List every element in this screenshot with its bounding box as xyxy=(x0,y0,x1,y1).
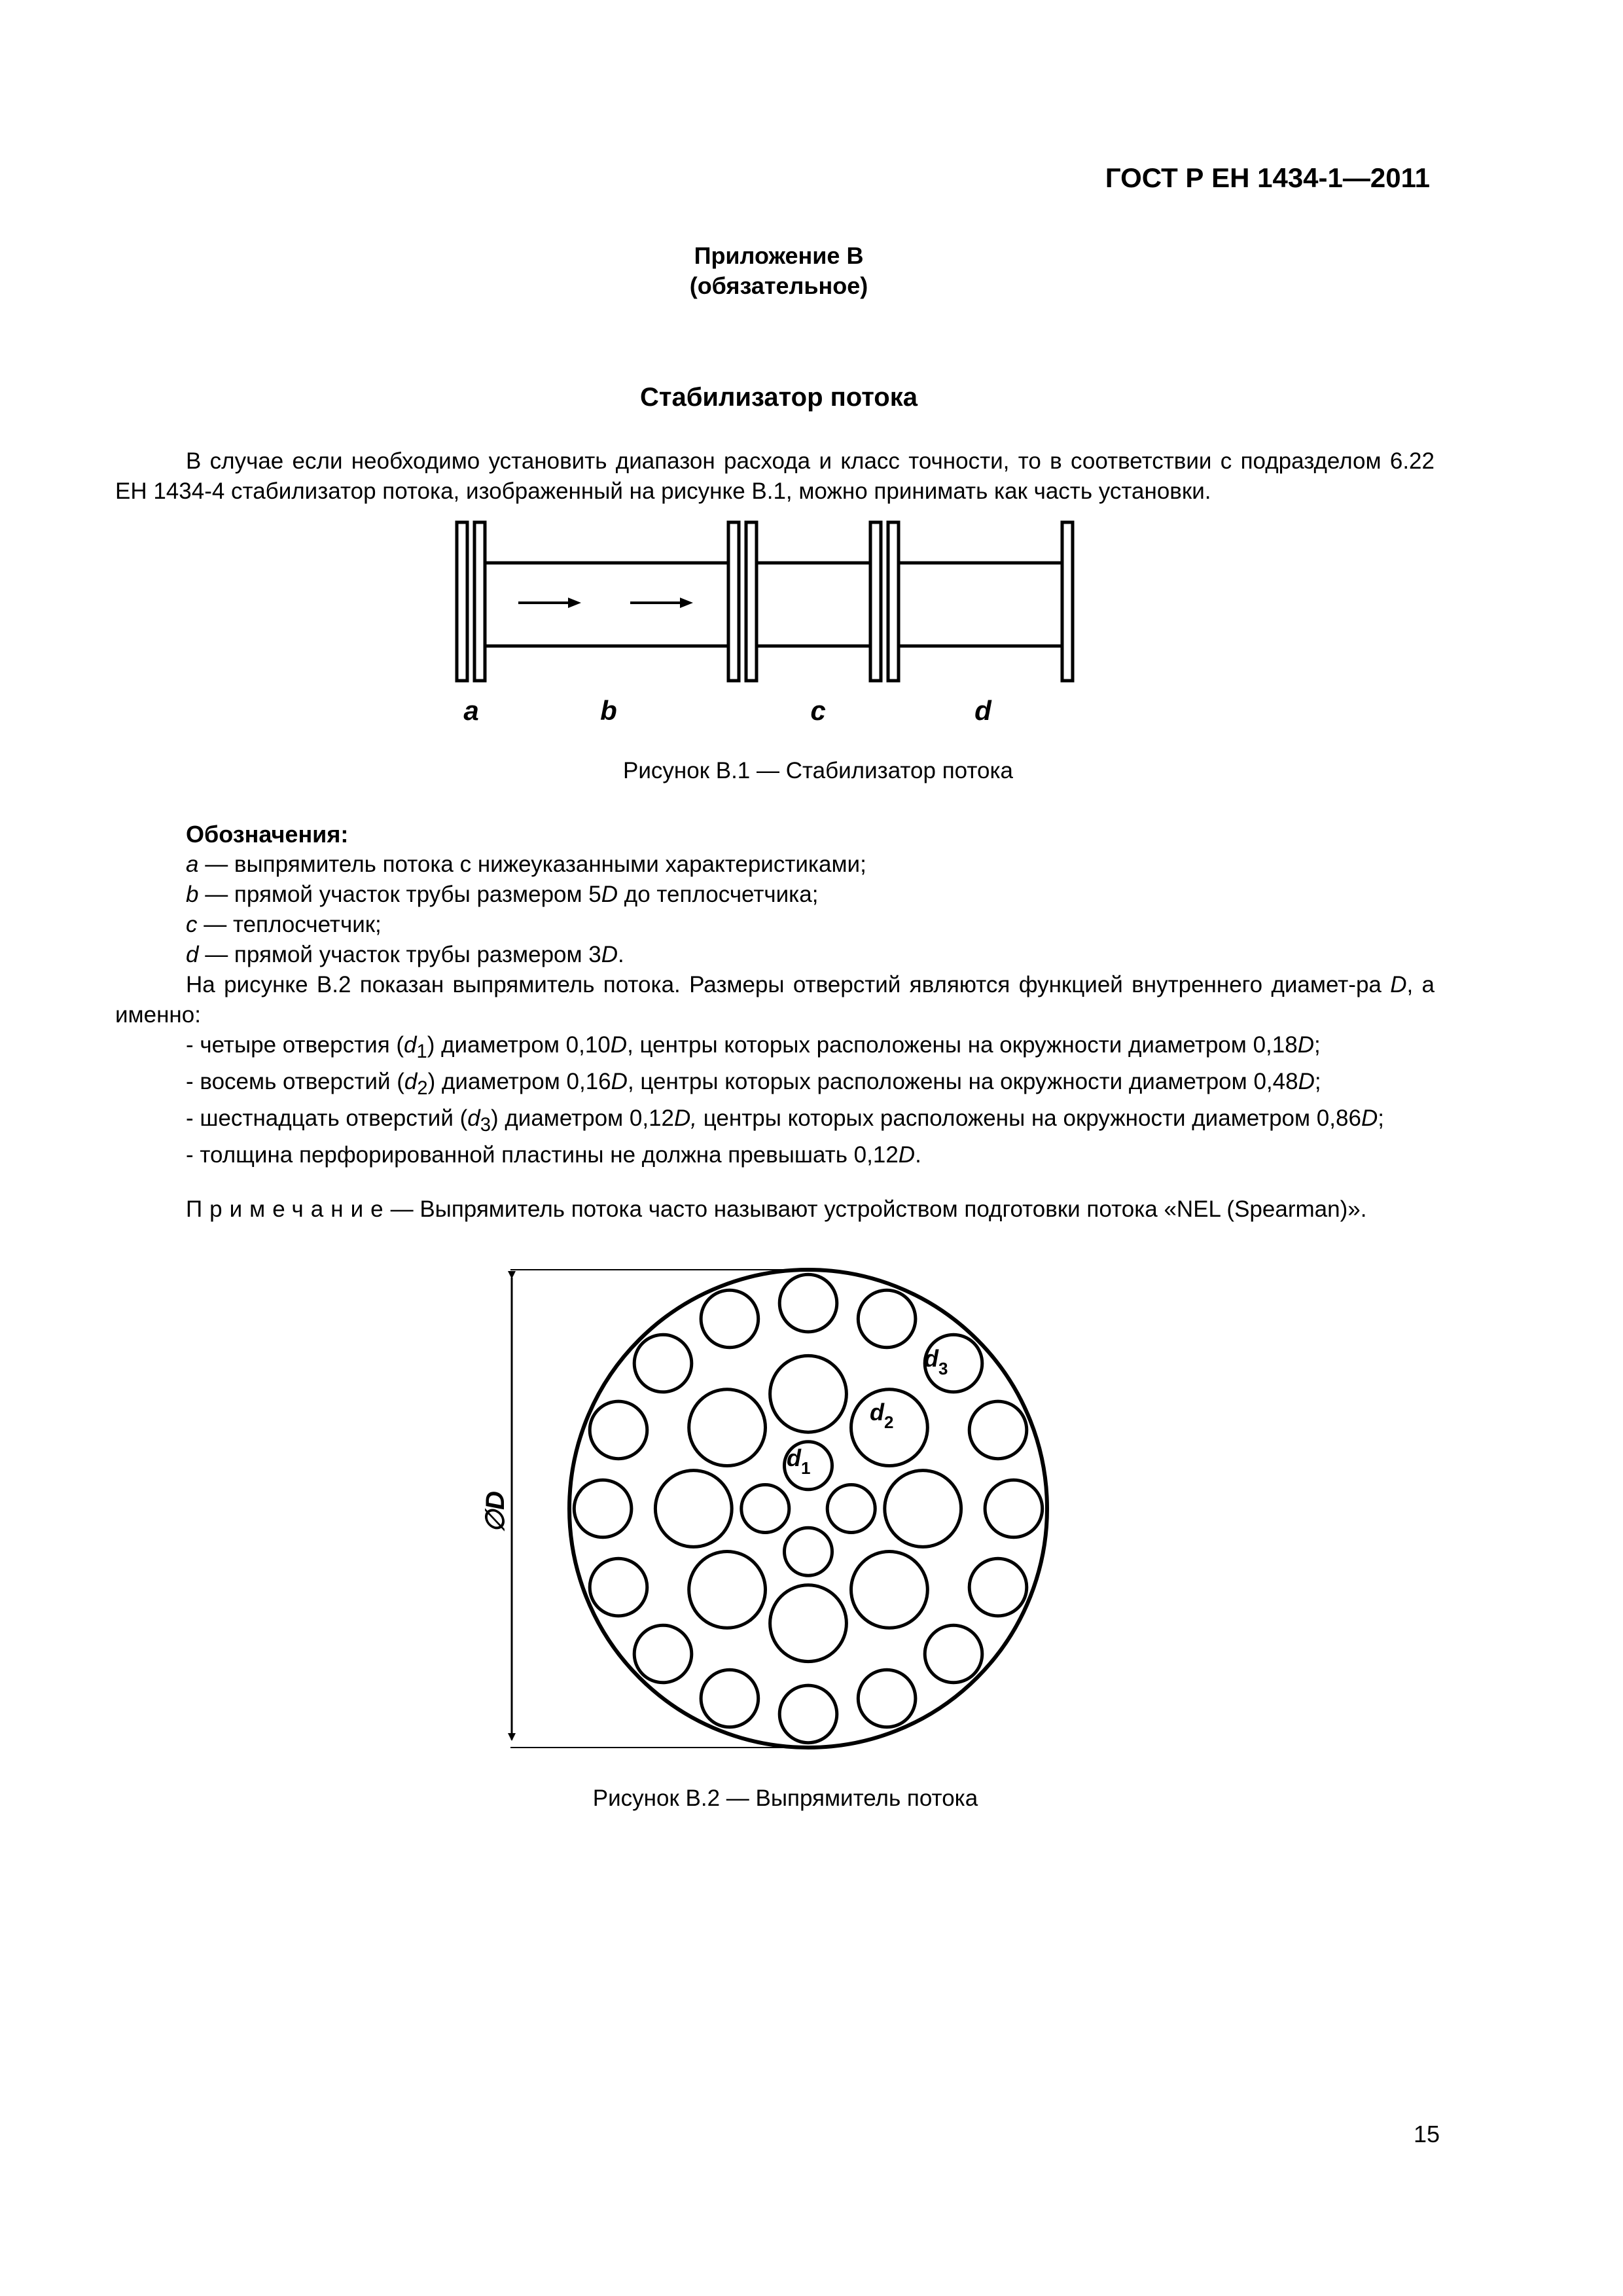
flange-b1 xyxy=(728,522,739,681)
annex-heading xyxy=(589,241,969,301)
page-number: 15 xyxy=(1413,2121,1440,2147)
flange-b2 xyxy=(746,522,757,681)
hole-d3-2 xyxy=(858,1290,916,1348)
figure-flow-stabilizer xyxy=(445,517,1113,733)
plate-outline xyxy=(569,1270,1047,1748)
hole-d3-13 xyxy=(574,1480,632,1537)
figure-flow-straightener xyxy=(471,1257,1060,1774)
flange-a2 xyxy=(474,522,485,681)
hole-d2-3 xyxy=(885,1471,961,1547)
figure1-caption: Рисунок В.1 — Стабилизатор потока xyxy=(623,758,1013,783)
legend-heading: Обозначения: xyxy=(186,821,349,848)
hole-label-d2: $d_2$ xyxy=(870,1399,894,1432)
hole-d1-4 xyxy=(741,1485,789,1533)
hole-d2-7 xyxy=(655,1471,732,1547)
flange-c1 xyxy=(870,522,881,681)
annex-title: Приложение В xyxy=(694,242,864,269)
diameter-label: ∅D xyxy=(481,1491,510,1533)
label-a: a xyxy=(463,695,479,726)
flange-a1 xyxy=(457,522,467,681)
hole-d3-9 xyxy=(779,1685,837,1743)
bullet-d3: - шестнадцать отверстий $(d_3)$ диаметром 0,12D, центры которых расположены на окружности диаметром 0,86D; xyxy=(186,1105,1384,1136)
hole-d2-5 xyxy=(770,1585,847,1662)
hole-d2-1 xyxy=(770,1355,847,1432)
holes-group xyxy=(574,1274,1042,1742)
hole-d3-11 xyxy=(634,1625,692,1683)
legend-item-d: d — прямой участок трубы размером 3D. xyxy=(186,942,624,967)
hole-label-d1: $d_1$ xyxy=(787,1444,811,1478)
hole-d3-8 xyxy=(858,1670,916,1727)
note-text: — Выпрямитель потока часто называют устройством подготовки потока «NEL (Spearman)». xyxy=(390,1196,1367,1222)
intro-paragraph: В случае если необходимо установить диапазон расхода и класс точности, то в соответствии с подразделом 6.22 ЕН 1434-4 стабилизатор потока, изображенный на рисунке В.1, можно принимать как часть установки. xyxy=(115,448,1435,504)
hole-d3-7 xyxy=(925,1625,982,1683)
hole-d3-14 xyxy=(590,1401,647,1459)
bullet-thickness: - толщина перфорированной пластины не должна превышать 0,12D. xyxy=(186,1142,921,1168)
label-c: c xyxy=(810,695,826,726)
hole-label-d3: $d_3$ xyxy=(924,1345,948,1378)
hole-d3-4 xyxy=(969,1401,1027,1459)
hole-d3-15 xyxy=(634,1335,692,1392)
hole-d3-12 xyxy=(590,1558,647,1616)
legend-description: На рисунке В.2 показан выпрямитель потока. Размеры отверстий являются функцией внутреннего диамет-ра D, а именно: xyxy=(115,972,1435,1028)
hole-d3-1 xyxy=(779,1274,837,1332)
hole-d2-6 xyxy=(689,1552,766,1628)
flow-arrow-2-head xyxy=(680,598,693,608)
hole-d2-4 xyxy=(851,1552,928,1628)
hole-d3-16 xyxy=(701,1290,758,1348)
legend-item-b: b — прямой участок трубы размером 5D до теплосчетчика; xyxy=(186,882,819,907)
bullet-d2: - восемь отверстий $(d_2)$ диаметром 0,16D, центры которых расположены на окружности диаметром 0,48D; xyxy=(186,1069,1321,1099)
label-b: b xyxy=(600,695,617,726)
note xyxy=(115,1194,1435,1225)
flange-c2 xyxy=(888,522,899,681)
hole-d3-6 xyxy=(969,1558,1027,1616)
hole-d2-8 xyxy=(689,1390,766,1466)
legend-item-a: a — выпрямитель потока с нижеуказанными характеристиками; xyxy=(186,852,866,877)
standard-code: ГОСТ Р ЕН 1434-1—2011 xyxy=(1105,162,1430,193)
label-d: d xyxy=(974,695,991,726)
legend-item-c: c — теплосчетчик; xyxy=(186,912,382,937)
hole-d1-2 xyxy=(827,1485,875,1533)
legend-block xyxy=(115,819,1435,1170)
flow-arrow-1-head xyxy=(568,598,581,608)
hole-d3-10 xyxy=(701,1670,758,1727)
note-label: Примечание xyxy=(186,1196,391,1222)
hole-d1-3 xyxy=(785,1528,832,1575)
hole-d3-5 xyxy=(985,1480,1043,1537)
flange-d-end xyxy=(1062,522,1073,681)
figure2-caption: Рисунок В.2 — Выпрямитель потока xyxy=(592,1785,978,1811)
annex-status: (обязательное) xyxy=(689,272,868,299)
section-title: Стабилизатор потока xyxy=(639,383,918,412)
bullet-d1: - четыре отверстия $(d_1)$ диаметром 0,10D, центры которых расположены на окружности диаметром 0,18D; xyxy=(186,1032,1321,1062)
